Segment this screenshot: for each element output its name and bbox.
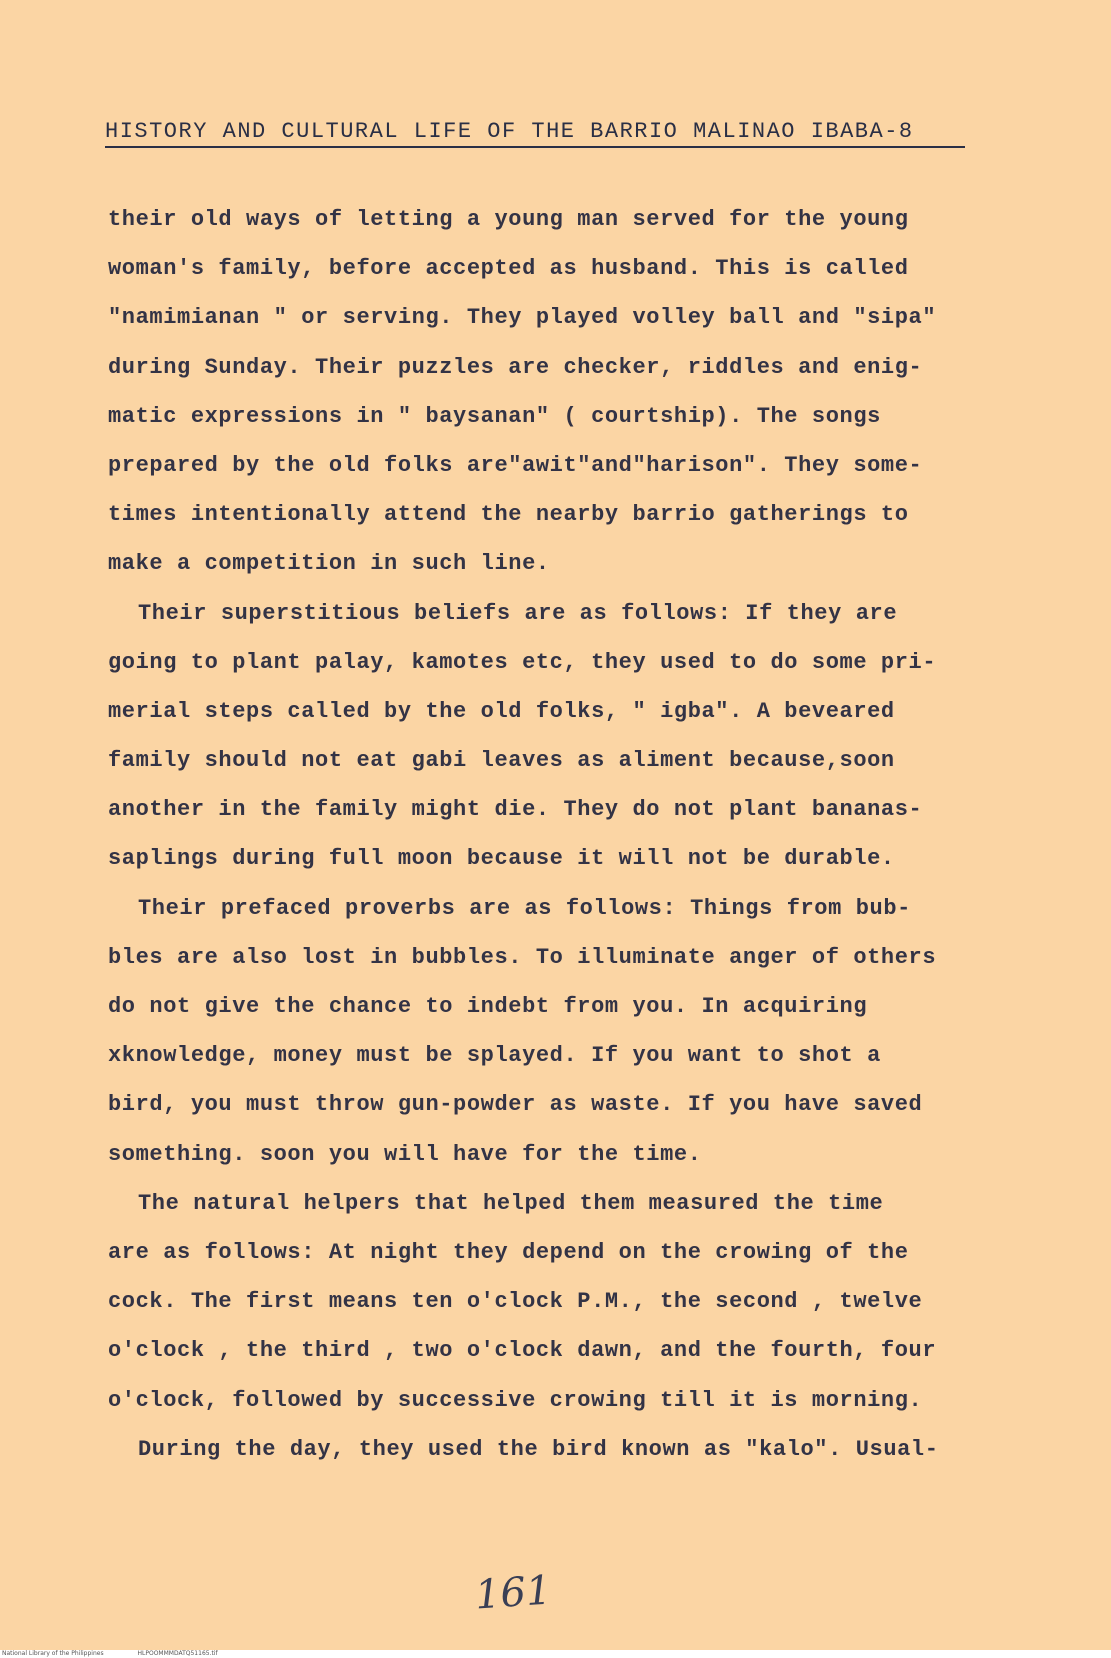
text-line: times intentionally attend the nearby barrio gatherings to <box>108 502 909 528</box>
text-line: cock. The first means ten o'clock P.M., the second , twelve <box>108 1289 923 1315</box>
text-line: prepared by the old folks are"awit"and"harison". They some- <box>108 452 923 478</box>
text-line: are as follows: At night they depend on the crowing of the <box>108 1239 909 1265</box>
text-line: bird, you must throw gun-powder as waste. If you have saved <box>108 1092 923 1118</box>
text-line: o'clock, followed by successive crowing till it is morning. <box>108 1387 923 1413</box>
body-text <box>108 195 1008 1474</box>
text-line: during Sunday. Their puzzles are checker, riddles and enig- <box>108 354 923 380</box>
text-line: bles are also lost in bubbles. To illuminate anger of others <box>108 944 937 970</box>
text-line: their old ways of letting a young man served for the young <box>108 207 909 232</box>
text-line: do not give the chance to indebt from you. In acquiring <box>108 994 868 1019</box>
text-line: saplings during full moon because it will not be durable. <box>108 846 895 872</box>
text-line: going to plant palay, kamotes etc, they used to do some pri- <box>108 649 937 675</box>
text-line: xknowledge, money must be splayed. If you want to shot a <box>108 1043 881 1069</box>
text-line: family should not eat gabi leaves as aliment because,soon <box>108 748 895 774</box>
text-line: another in the family might die. They do not plant bananas- <box>108 797 923 823</box>
scan-footer <box>0 1650 1111 1658</box>
text-line: The natural helpers that helped them measured the time <box>138 1190 884 1216</box>
text-line: merial steps called by the old folks, " igba". A beveared <box>108 698 895 724</box>
text-line: Their prefaced proverbs are as follows: Things from bub- <box>138 895 911 921</box>
handwritten-page-number: 161 <box>473 1567 553 1619</box>
footer-source-label: National Library of the Philippines <box>2 1650 104 1657</box>
text-line: matic expressions in " baysanan" ( courtship). The songs <box>108 403 881 429</box>
text-line: Their superstitious beliefs are as follows: If they are <box>138 600 898 626</box>
footer-file-label: HLPOOMMMDATQ51165.tif <box>137 1650 218 1657</box>
text-line: During the day, they used the bird known as "kalo". Usual- <box>138 1436 939 1462</box>
text-line: o'clock , the third , two o'clock dawn, and the fourth, four <box>108 1338 937 1364</box>
text-line: woman's family, before accepted as husband. This is called <box>108 256 909 282</box>
text-line: make a competition in such line. <box>108 551 550 577</box>
text-line: something. soon you will have for the time. <box>108 1141 702 1167</box>
page-header-title: HISTORY AND CULTURAL LIFE OF THE BARRIO MALINAO IBABA-8 <box>105 118 965 148</box>
text-line: "namimianan " or serving. They played volley ball and "sipa" <box>108 305 937 331</box>
